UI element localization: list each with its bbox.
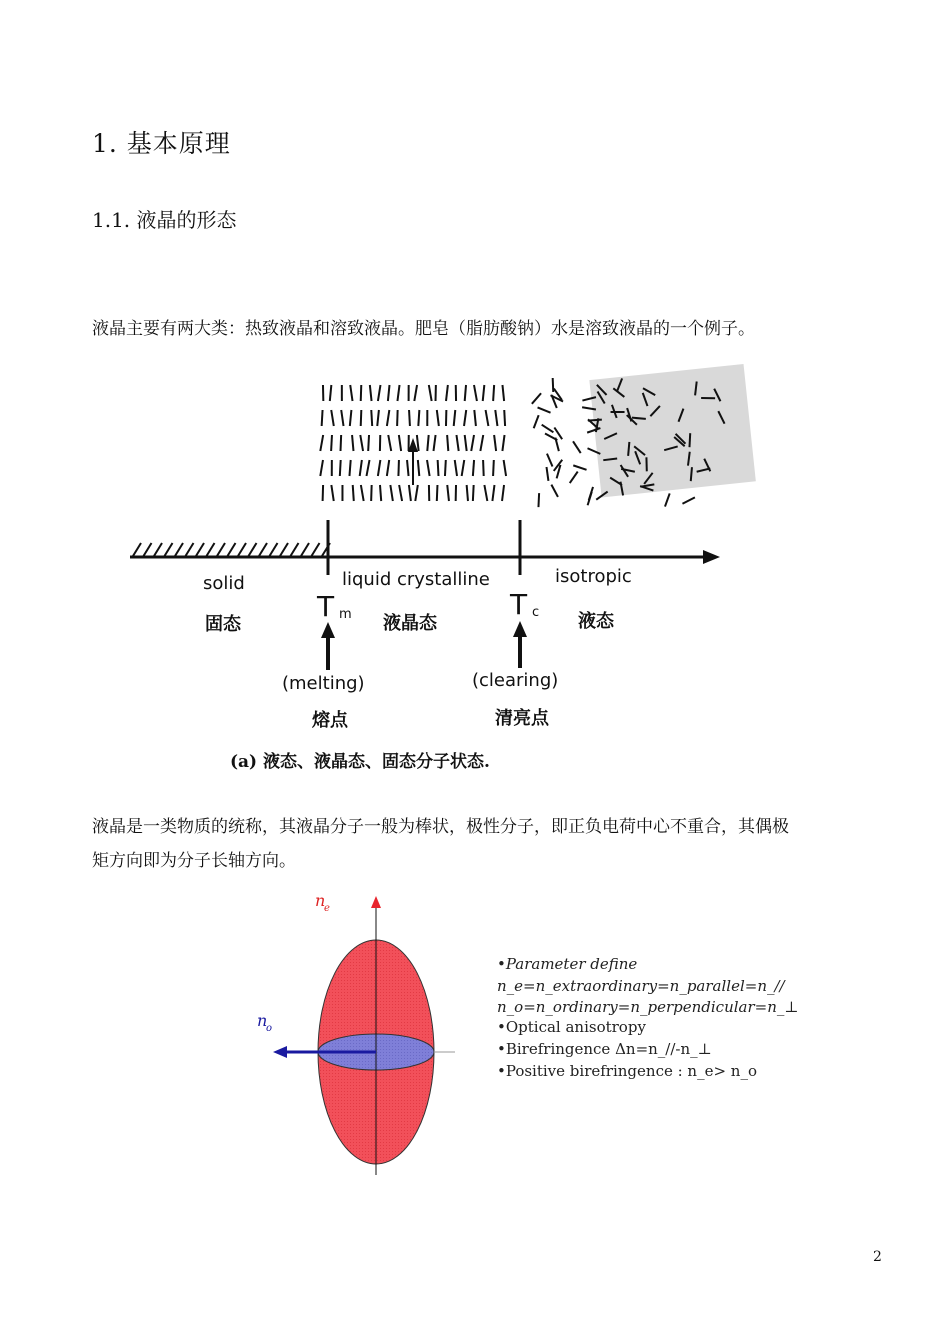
lc-rod — [349, 460, 350, 476]
page-number: 2 — [873, 1249, 882, 1265]
lc-rod — [504, 410, 505, 426]
hatch-stroke — [217, 543, 225, 556]
isotropic-rod — [542, 425, 554, 433]
label-melting-cn: 熔点 — [312, 710, 348, 731]
isotropic-rod — [554, 428, 562, 440]
isotropic-rod — [570, 472, 578, 484]
lc-rod — [473, 485, 474, 501]
lc-rod — [417, 435, 419, 451]
hatch-stroke — [186, 543, 194, 556]
paragraph-lc-types: 液晶主要有两大类：热致液晶和溶致液晶。肥皂（脂肪酸钠）水是溶致液晶的一个例子。 — [92, 319, 755, 339]
hatch-stroke — [228, 543, 236, 556]
lc-rod — [361, 385, 362, 401]
lc-rod — [438, 460, 439, 476]
tm-subscript: m — [339, 607, 352, 622]
hatch-stroke — [175, 543, 183, 556]
legend-positive-birefringence: •Positive birefringence : n_e> n_o — [497, 1062, 758, 1080]
hatch-stroke — [133, 543, 141, 556]
lc-rod — [388, 385, 390, 401]
legend-ne-definition: n_e=n_extraordinary=n_parallel=n_// — [497, 977, 785, 995]
no-label-sub: o — [266, 1023, 273, 1034]
lc-rod — [399, 435, 401, 451]
isotropic-rod — [534, 415, 539, 428]
isotropic-rod — [573, 441, 581, 453]
lc-rod — [445, 460, 446, 476]
ne-label: n — [315, 891, 326, 910]
lc-rod — [360, 435, 363, 451]
isotropic-rod — [628, 442, 629, 456]
paragraph-line-2: 矩方向即为分子长轴方向。 — [92, 851, 296, 871]
lc-rod — [447, 485, 449, 501]
isotropic-rod — [588, 420, 602, 421]
lc-rod — [330, 385, 332, 401]
isotropic-rod — [551, 485, 558, 497]
lc-rod — [454, 410, 456, 426]
lc-rod — [398, 460, 399, 476]
lc-rod — [378, 460, 380, 476]
lc-rod — [409, 410, 410, 426]
lc-rod — [433, 435, 435, 451]
lc-rod — [331, 485, 333, 501]
lc-rod — [361, 485, 364, 501]
lc-rod — [427, 460, 430, 476]
lc-rod — [427, 435, 428, 451]
legend-title: •Parameter define — [497, 955, 638, 973]
lc-rod — [493, 460, 494, 476]
lc-rod — [320, 435, 323, 451]
lc-rod — [387, 460, 389, 476]
lc-rod — [341, 410, 343, 426]
lc-rod — [446, 385, 448, 401]
isotropic-rod — [532, 393, 541, 404]
section-heading: 1. 基本原理 — [92, 129, 231, 158]
hatch-stroke — [280, 543, 288, 556]
lc-rod — [380, 485, 381, 501]
lc-rod — [350, 410, 352, 426]
hatch-stroke — [238, 543, 246, 556]
isotropic-rod — [538, 493, 539, 507]
lc-rod — [409, 485, 411, 501]
lc-rod — [484, 485, 487, 501]
melting-arrow — [321, 622, 335, 670]
lc-rod — [502, 485, 504, 501]
isotropic-rod — [682, 497, 694, 503]
no-arrowhead — [273, 1046, 287, 1058]
hatch-stroke — [291, 543, 299, 556]
ne-label-sub: e — [324, 903, 330, 914]
lc-rod — [352, 435, 353, 451]
parameter-legend — [497, 955, 799, 1080]
lc-rod — [353, 485, 354, 501]
lc-rod — [397, 410, 398, 426]
hatch-stroke — [144, 543, 152, 556]
lc-rod — [387, 410, 389, 426]
lc-rod — [390, 485, 392, 501]
tm-symbol: T — [317, 590, 335, 623]
no-label: n — [257, 1011, 268, 1030]
lc-rod — [378, 385, 381, 401]
label-clearing-cn: 清亮点 — [495, 708, 549, 729]
hatch-stroke — [301, 543, 309, 556]
hatch-stroke — [249, 543, 257, 556]
tc-subscript: c — [532, 605, 540, 620]
lc-rod — [471, 435, 474, 451]
label-clearing-en: (clearing) — [472, 670, 559, 691]
label-solid-en: solid — [203, 573, 245, 594]
clearing-arrow — [513, 621, 527, 668]
isotropic-rod — [573, 465, 586, 469]
lc-rod — [474, 410, 476, 426]
phase-diagram-figure — [125, 360, 755, 775]
isotropic-rod — [538, 407, 551, 412]
isotropic-rod — [547, 454, 553, 467]
lc-rod — [504, 460, 506, 476]
lc-rod — [414, 385, 417, 401]
lc-rod — [494, 435, 496, 451]
lc-rod — [377, 410, 379, 426]
lc-rod — [371, 485, 372, 501]
legend-birefringence: •Birefringence Δn=n_//-n_⊥ — [497, 1040, 712, 1058]
label-iso-cn: 液态 — [578, 611, 614, 632]
lc-rod — [474, 385, 477, 401]
ne-arrowhead — [371, 896, 381, 908]
isotropic-rod — [689, 433, 690, 447]
lc-rod — [320, 460, 323, 476]
lc-rod — [331, 410, 334, 426]
lc-rod — [341, 435, 342, 451]
lc-rod — [495, 410, 497, 426]
lc-rod — [371, 410, 372, 426]
lc-rod — [483, 460, 484, 476]
lc-rod — [360, 460, 362, 476]
paragraph-line-1: 液晶是一类物质的统称，其液晶分子一般为棒状，极性分子，即正负电荷中心不重合，其偶极 — [92, 817, 789, 837]
lc-rod — [480, 435, 483, 451]
isotropic-rod — [691, 467, 692, 481]
hatch-stroke — [270, 543, 278, 556]
label-solid-cn: 固态 — [205, 614, 241, 635]
hatch-stroke — [196, 543, 204, 556]
lc-rod — [447, 435, 448, 451]
lc-rod — [437, 485, 438, 501]
lc-rod — [399, 485, 402, 501]
lc-rod — [437, 410, 439, 426]
hatch-stroke — [154, 543, 162, 556]
figure1-caption: (a) 液态、液晶态、固态分子状态. — [230, 752, 490, 772]
solid-hatching — [133, 543, 330, 556]
lc-rod — [483, 385, 485, 401]
isotropic-rod — [632, 418, 646, 419]
lc-rod — [370, 385, 372, 401]
lc-rod — [467, 485, 468, 501]
label-lc-cn: 液晶态 — [383, 613, 437, 634]
subsection-heading: 1.1. 液晶的形态 — [92, 208, 237, 232]
lc-rod — [492, 485, 494, 501]
lc-rod — [429, 385, 432, 401]
lc-rod — [465, 435, 467, 451]
isotropic-rod — [553, 378, 554, 392]
tc-symbol: T — [510, 588, 528, 621]
lc-rod — [462, 460, 465, 476]
index-ellipsoid-figure — [245, 890, 799, 1190]
label-iso-en: isotropic — [555, 566, 632, 587]
lc-rod — [473, 460, 474, 476]
isotropic-molecule-sketch — [532, 364, 756, 507]
isotropic-rod — [547, 467, 549, 481]
lc-rod — [368, 435, 369, 451]
legend-anisotropy: •Optical anisotropy — [497, 1018, 646, 1036]
lc-rod — [465, 385, 466, 401]
paragraph-lc-definition — [92, 810, 789, 878]
lc-rod — [418, 460, 419, 476]
lc-rod — [493, 385, 494, 401]
hatch-stroke — [165, 543, 173, 556]
lc-rod — [397, 385, 399, 401]
lc-rod — [455, 460, 457, 476]
lc-rod — [502, 385, 504, 401]
label-melting-en: (melting) — [282, 673, 365, 694]
lc-rod — [388, 435, 391, 451]
lc-rod — [322, 410, 323, 426]
hatch-stroke — [312, 543, 320, 556]
lc-rod — [418, 410, 419, 426]
lc-rod — [366, 460, 369, 476]
hatch-stroke — [207, 543, 215, 556]
lc-rod — [407, 460, 409, 476]
lc-rod — [486, 410, 489, 426]
lc-rod — [502, 435, 504, 451]
lc-rod — [350, 385, 352, 401]
hatch-stroke — [259, 543, 267, 556]
isotropic-rod — [665, 493, 670, 506]
lc-rod — [361, 410, 362, 426]
lc-rod — [456, 435, 458, 451]
axis-arrowhead — [703, 550, 720, 564]
lc-rod — [331, 435, 332, 451]
label-lc-en: liquid crystalline — [342, 569, 490, 590]
lc-rod — [415, 485, 418, 501]
lc-rod — [340, 460, 341, 476]
legend-no-definition: n_o=n_ordinary=n_perpendicular=n_⊥ — [497, 998, 799, 1016]
lc-rod — [464, 410, 466, 426]
